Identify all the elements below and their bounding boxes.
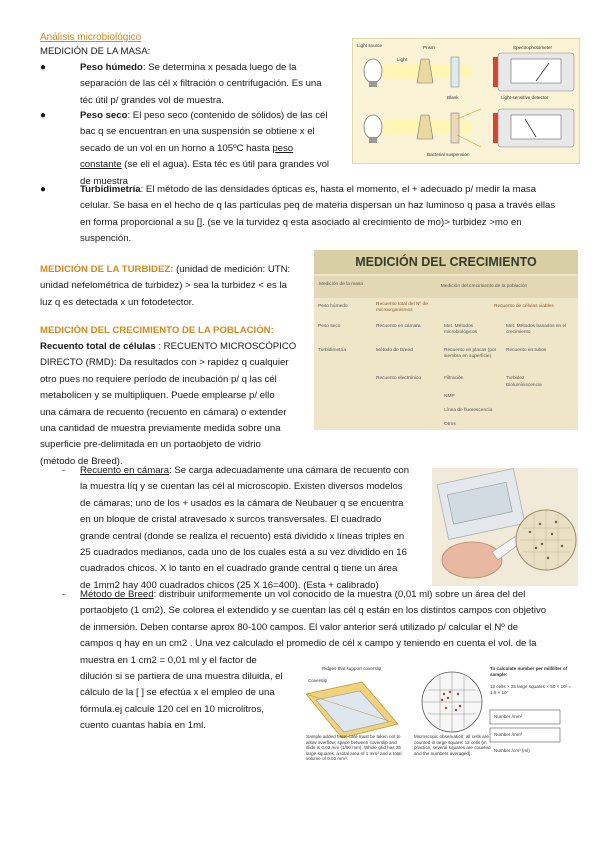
counting-chamber-figure bbox=[432, 468, 578, 586]
table-cell: Otros bbox=[444, 422, 456, 427]
dry-weight-line: : El peso seco (contenido de sólidos) de las cél bbox=[127, 110, 328, 121]
section-title: Análisis microbiológico bbox=[40, 32, 142, 43]
breed-fig-label: Number /mm³ bbox=[494, 732, 523, 737]
table-cell: Recuento en tubos bbox=[506, 348, 547, 353]
total-count-line: metabolicen y se multipliquen. Puede emplearse p/ ello bbox=[40, 390, 275, 402]
breed-line: portaobjeto (1 cm2). Se colorea el extendido y se cuentan las cél q están en los distintos campos con objetivo bbox=[80, 605, 547, 617]
breed-line: cálculo de la [ ] se efectúa x el empleo de una bbox=[80, 687, 275, 699]
turbidity-measure bbox=[40, 262, 310, 311]
growth-table-title: MEDICIÓN DEL CRECIMIENTO bbox=[314, 250, 578, 274]
breed-fig-label: Microscopic observation; all cells are counted in large square: 12 cells (in practice, several squares are counted and the numbers averaged). bbox=[414, 734, 491, 756]
turbidimetry-line: : El método de las densidades ópticas es, hasta el momento, el + adecuado p/ medir la masa bbox=[140, 184, 537, 195]
turbidimetry-label: Turbidimetría bbox=[80, 184, 141, 195]
breed-line: : distribuir uniformemente un vol conocido de la muestra (0,01 ml) sobre un área del del bbox=[153, 589, 526, 600]
turbidity-line: unidad nefelométrica de turbidez) > sea la turbidez < es la bbox=[40, 280, 287, 292]
wet-weight-line: téc útil p/ grandes vol de muestra. bbox=[80, 94, 224, 106]
table-col-header: Medición de la masa bbox=[319, 282, 363, 287]
table-cell: Peso húmedo bbox=[318, 304, 348, 309]
wet-weight-label: Peso húmedo bbox=[80, 62, 143, 73]
dry-weight-line: secado de un vol en un horno a 105ºC hasta bbox=[80, 142, 273, 154]
breed-fig-label: Ridges that support coverslip bbox=[322, 666, 382, 671]
fig-label: Blank bbox=[447, 95, 459, 100]
dry-weight-line: (se eli el agua). Esta téc es útil para grandes vol bbox=[121, 159, 330, 171]
breed-fig-label: Sample added here; care must be taken not to allow overflow; space between coverslip and slide is 0.02 mm (1/50 mm). Whole grid has 25 large squares, a total area of 1 mm² and a total volume of 0.02 mm³. bbox=[306, 734, 402, 762]
total-count-line: : RECUENTO MICROSCÓPICO bbox=[155, 341, 297, 352]
table-cell: Turbidez bbox=[506, 376, 525, 381]
fig-label: Bacterial suspension bbox=[427, 152, 470, 157]
breed-fig-label: To calculate number per milliliter of sample: bbox=[490, 666, 568, 677]
table-cell: Peso seco bbox=[318, 324, 341, 329]
dry-weight-underline: constante bbox=[80, 159, 122, 171]
chamber-count-line: en un bloque de cristal atravesado x surcos transversales. El cuadrado bbox=[80, 514, 382, 526]
dry-weight-line: bac q se encuentran en una suspensión se obtiene x el bbox=[80, 126, 315, 138]
turbidimeter-illustration bbox=[353, 39, 579, 163]
growth-table bbox=[314, 250, 578, 430]
chamber-count-label: Recuento en cámara bbox=[80, 465, 170, 476]
total-count-line: una cantidad de muestra previamente medida sobre una bbox=[40, 423, 281, 435]
turbidity-line: (unidad de medición: UTN: bbox=[173, 264, 291, 275]
chamber-count-line: de cámaras; uno de los + usados es la cámara de Neubauer q se encuentra bbox=[80, 497, 404, 509]
total-count-line: una cámara de recuento (recuento en cámara) o extender bbox=[40, 406, 287, 418]
chamber-count-line: grande central (donde se realiza el recuento) está dividido x líneas triples en bbox=[80, 530, 405, 542]
breed-line: cuento cuantas había en 1ml. bbox=[80, 720, 206, 732]
breed-line: fórmula.ej calcule 120 cel en 10 microlitros, bbox=[80, 703, 264, 715]
breed-line: de inmersión. Deben contarse aprox 80-100 campos. El valor anterior será utilizado p/ calcular el Nº de bbox=[80, 621, 519, 633]
breed-fig-label: Number /cm³ (ml) bbox=[494, 748, 530, 753]
breed-line: muestra en 1 cm2 = 0,01 ml y el factor de bbox=[80, 654, 257, 666]
chamber-count-line: de 1mm2 hay 400 cuadrados chicos (25 X 16=400). (Esta + calibrado) bbox=[80, 579, 379, 591]
breed-line: dilución si se partiera de una muestra diluida, el bbox=[80, 671, 283, 683]
fig-label: Prism bbox=[423, 45, 435, 50]
fig-label: Light bbox=[397, 57, 407, 62]
breed-fig-label: Coverslip bbox=[308, 678, 328, 683]
fig-label: Light-sensitive detector bbox=[501, 95, 549, 100]
turbidity-heading: MEDICIÓN DE LA TURBIDEZ: bbox=[40, 264, 174, 275]
turbidity-line: luz q es detectada x un fotodetector. bbox=[40, 296, 195, 308]
counting-chamber-illustration bbox=[432, 468, 578, 586]
table-cell: Bioluminiscencia bbox=[506, 383, 542, 388]
table-cell: NMP bbox=[444, 394, 455, 399]
bullet: ● bbox=[40, 110, 47, 121]
mass-heading: MEDICIÓN DE LA MASA: bbox=[40, 46, 151, 57]
bullet: ● bbox=[40, 184, 47, 195]
table-subheader: Recuento total del Nº de microorganismos bbox=[376, 302, 428, 313]
dry-weight-label: Peso seco bbox=[80, 110, 128, 121]
breed-method-label: Método de Breed bbox=[80, 589, 154, 600]
dry-weight-underline: peso bbox=[272, 142, 294, 154]
total-count-line: (método de Breed). bbox=[40, 455, 123, 467]
table-cell: Método de Breed bbox=[376, 348, 413, 353]
fig-label: Spectrophotometer bbox=[513, 45, 553, 50]
table-subheader: Recuento de células viables bbox=[494, 304, 554, 309]
table-cell: Recuento en placas (por siembra en superficie) bbox=[444, 348, 497, 359]
table-col-header: Medición del crecimiento de la población bbox=[440, 284, 528, 289]
total-count-label: Recuento total de células bbox=[40, 341, 156, 352]
population-heading: MEDICIÓN DEL CRECIMIENTO DE LA POBLACIÓN: bbox=[40, 325, 274, 336]
table-cell: Recuento en cámara bbox=[376, 324, 421, 329]
wet-weight-item bbox=[80, 60, 350, 109]
bullet: ● bbox=[40, 62, 47, 73]
chamber-count-line: la muestra líq y se cuentan las cél al microscopio. Existen diversos modelos bbox=[80, 481, 403, 493]
breed-figure bbox=[302, 664, 578, 774]
total-count-line: DIRECTO (RMD): Da resultados con > rapidez q cualquier bbox=[40, 357, 289, 369]
table-cell: Turbidimetría bbox=[318, 348, 347, 353]
breed-fig-label: 12 cells × 25 large squares × 50 × 10³ = 1.5 × 10⁷ bbox=[490, 684, 572, 695]
turbidimetry-line: suspención. bbox=[80, 233, 132, 245]
wet-weight-line: separación de las cél x filtración o centrifugación. Es una bbox=[80, 78, 322, 90]
dry-weight-item bbox=[80, 108, 350, 190]
chamber-count-line: 25 cuadrados medianos, cada uno de los cuales está a su vez dividido en 16 bbox=[80, 547, 407, 559]
table-cell: Met. Métodos microbiológicos bbox=[444, 324, 478, 335]
dry-weight-line: de muestra bbox=[80, 175, 128, 187]
chamber-count-line: cuadrados chicos. X lo tanto en el cuadrado grande central q tiene un área bbox=[80, 563, 398, 575]
table-cell: Recuento electrónico bbox=[376, 376, 422, 381]
breed-fig-label: Number /mm² bbox=[494, 714, 523, 719]
turbidimeter-figure bbox=[352, 38, 580, 164]
total-count-block bbox=[40, 339, 320, 470]
turbidimetry-line: celular. Se basa en el hecho de q las partículas peq de materia dispersan un haz luminoso q pasa a través ellas bbox=[80, 200, 556, 212]
turbidimetry-item bbox=[80, 182, 580, 248]
breed-line: campos q hay en un cm2 . Una vez calculado el promedio de cél x campo y teniendo en cuenta el vol. de la bbox=[80, 638, 537, 650]
turbidimetry-line: en forma proporcional a su []. (se ve la turvidez q esta asociado al crecimiento de mo)> turbidez >mo en bbox=[80, 216, 522, 228]
table-cell: Filtración bbox=[444, 376, 464, 381]
total-count-line: otro pues no requiere período de incubación p/ q las cél bbox=[40, 373, 277, 385]
chamber-count-block bbox=[80, 463, 430, 594]
table-cell: Met. Métodos basados en el crecimiento bbox=[506, 324, 567, 335]
wet-weight-line: : Se determina x pesada luego de la bbox=[142, 62, 297, 73]
total-count-line: superficie pre-delimitada en un portaobjeto de vidrio bbox=[40, 439, 261, 451]
dash: - bbox=[62, 465, 66, 476]
table-cell: Línea de fluorescencia bbox=[444, 408, 493, 413]
fig-label: Light source bbox=[357, 43, 383, 48]
chamber-count-line: : Se carga adecuadamente una cámara de recuento con bbox=[169, 465, 410, 476]
dash: - bbox=[62, 589, 66, 600]
